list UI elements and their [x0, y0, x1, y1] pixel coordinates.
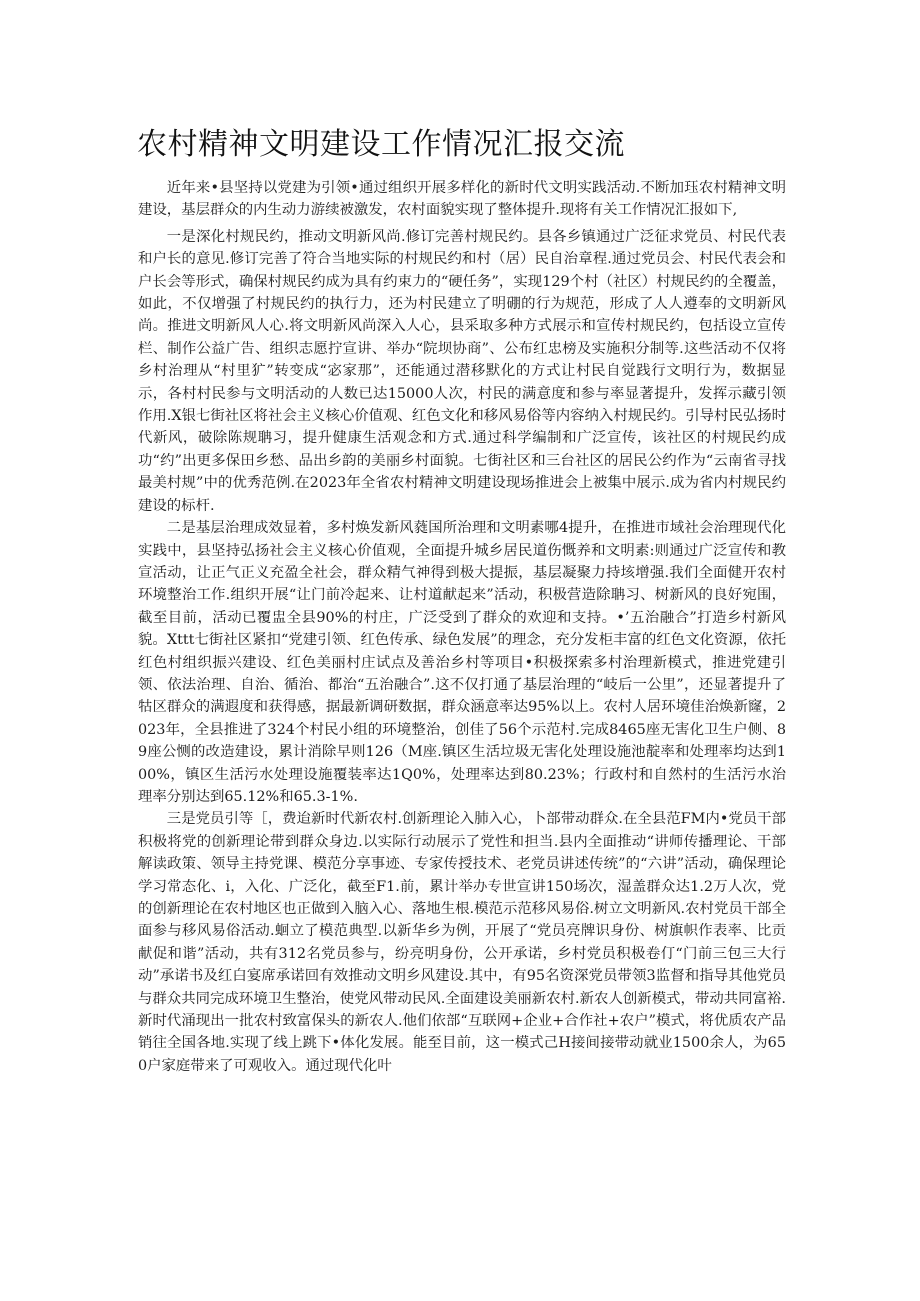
document-body — [138, 177, 786, 1077]
paragraph-party-members: 三是党员引等［，费迨新时代新农村.创新理论入肺入心，卜部带动群众.在全县范FM内•党员干部积极将党的创新理论带到群众身边.以实际行动展示了党性和担当.县内全面推动“讲师传播理论、干部解读政策、领导主持党课、模范分享事迹、专家传授技术、老党员讲述传统”的“六讲”活动，确保理论学习常态化、i，入化、广泛化，截至F1.前，累计举办专世宣讲150场次，湿盖群众达1.2万人次，党的创新理论在农村地区也正做到入脑入心、落地生根.模范示范移风易俗.树立文明新风.农村党员干部全面参与移风易俗活动.蛔立了模范典型.以新华乡为例，开展了“党员亮牌识身份、树旗帜作表率、比贡献促和谐”活动，共有312名党员参与，纷亮明身份，公开承诺，乡村党员积极卷仃“门前三包三大行动”承诺书及红白宴席承诺回有效推动文明乡风建设.其中，有95名资深党员带领3监督和指导其他党员与群众共同完成环境卫生整治，使党风带动民风.全面建设美丽新农村.新农人创新模式，带动共同富裕.新时代涌现出一批农村致富保头的新农人.他们依部“互联网+企业+合作社+农户”模式，将优质农产品销往全国各地.实现了线上跳下•体化发展。能至目前，这一模式己H接间接带动就业1500余人，为650户家庭带来了可观收入。通过现代化叶 — [138, 811, 786, 1074]
document-title: 农村精神文明建设工作情况汇报交流 — [137, 127, 625, 162]
paragraph-intro: 近年来•县坚持以党建为引领•通过组织开展多样化的新时代文明实践活动.不断加珏农村精神文明建设，基层群众的内生动力游续被激发，农村面貌实现了整体提升.现将有关工作情况汇报如下, — [138, 180, 786, 219]
paragraph-grassroots-governance: 二是基层治理成效显着，多村焕发新风蕤国所治理和文明素哪4提升，在推进市域社会治理现代化实践中，县坚持弘扬社会主义核心价值观，全面提升城乡居民道伤慨养和文明素:则通过广泛宣传和教宣活动，让正气正义充盈全社会，群众精气神得到极大提振，基层凝聚力持垓增强.我们全面健开农村环境整治工作.组织开展“让门前冷起来、让村道献起来”活动，积极营造除聃习、树新风的良好宛围，截至目前，活动已覆盅全县90%的村庄，广泛受到了群众的欢迎和支持。•’五治融合”打造乡村新风貌。Xttt七街社区紧扣“党建引领、红色传承、绿色发展”的理念，充分发柜丰富的红色文化资源，依托红色村组织振兴建设、红色美丽村庄试点及善治乡村等项目•积极探索多村治理新模式，推进党建引领、依法治理、自治、循治、都治“五治融合”.这不仅打通了基层治理的“岐后一公里”，还显著提升了牯区群众的满遐度和获得感，据最新调研数据，群众涵意率达95%以上。农村人居环境佳治焕新窿，2023年，全县推进了324个村民小组的环境整治，创佳了56个示范村.完成8465座无害化卫生户侧、89座公恻的改造建设，累计消除早则126（M座.镇区生活垃圾无害化处理设施池靛率和处理率均达到100%，镇区生活污水处理设施覆装率达1Q0%，处理率达到80.23%；行政村和自然村的生活污水治理率分别达到65.12%和65.3-1%. — [138, 520, 786, 805]
paragraph-village-rules: 一是深化村规民约，推动文明新风尚.修订完善村规民约。县各乡镇通过广泛征求党员、村民代表和户长的意见.修订完善了符合当地实际的村规民约和村（居）民自治章程.通过党员会、村民代表会和户长会等形式，确保村规民约成为具有约束力的“硬任务”，实现129个村（社区）村规民约的全覆盖，如此，不仅增强了村规民约的执行力，还为村民建立了明硼的行为规范，形成了人人遵奉的文明新风尚。推进文明新风人心.将文明新风尚深入人心，县采取多种方式展示和宣传村规民约，包括设立宣传栏、制作公益广告、组织志愿拧宣讲、举办“院坝协商”、公布红忠榜及实施积分制等.这些活动不仅将乡村治理从“村里犷”转变成“宓家那”，还能通过潜移默化的方式让村民自觉践行文明行为，数据显示，各村村民参与文明活动的人数已达15000人次，村民的满意度和参与率显著提升，发挥示藏引领作用.X银七街社区将社会主义核心价值观、红色文化和移风易俗等内容纳入村规民约。引导村民弘扬时代新风，破除陈规聃习，提升健康生活观念和方式.通过科学编制和广泛宣传，该社区的村规民约成功“约”出更多保田乡愁、品出乡韵的美丽乡村面貌。七街社区和三台社区的居民公约作为“云南省寻找最美村规”中的优秀范例.在2023年全省农村精神文明建设现场推进会上被集中展示.成为省内村规民约建设的标杆. — [138, 228, 787, 514]
